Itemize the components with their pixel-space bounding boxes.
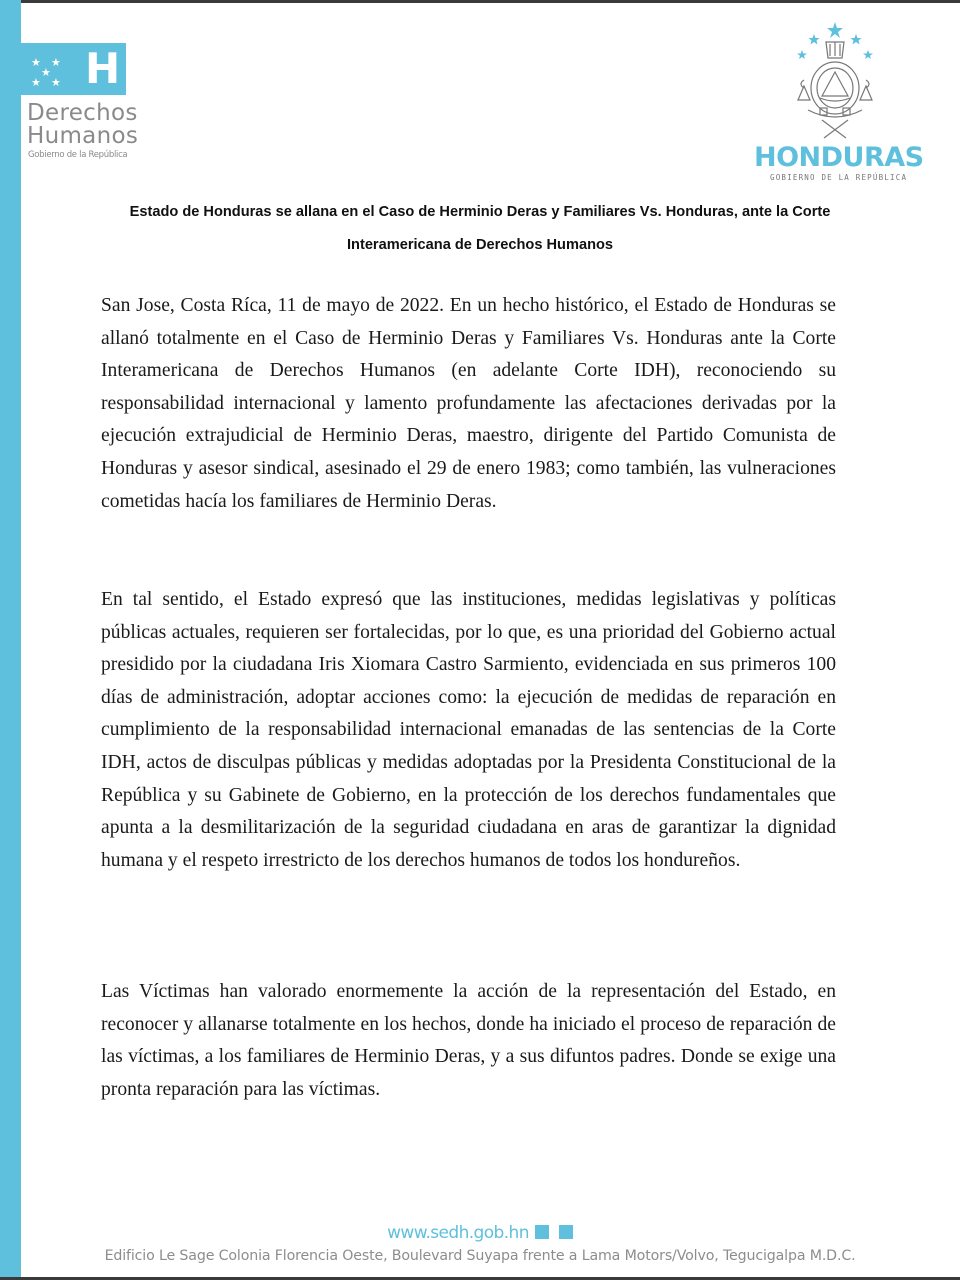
website-link[interactable]: www.sedh.gob.hn	[387, 1223, 529, 1243]
footer-website	[0, 1223, 960, 1243]
star-icon: ★	[31, 76, 41, 89]
honduras-government-logo	[750, 20, 924, 185]
paragraph-2: En tal sentido, el Estado expresó que las instituciones, medidas legislativas y políticas públicas actuales, requieren ser fortalecidas, por lo que, es una prioridad del Gobierno actual presidido por la ciudadana Iris Xiomara Castro Sarmiento, evidenciada en sus primeros 100 días de administración, adoptar acciones como: la ejecución de medidas de reparación en cumplimiento de la responsabilidad internacional emanadas de las sentencias de la Corte IDH, actos de disculpas públicas y medidas adoptadas por la Presidenta Constitucional de la República y su Gabinete de Gobierno, en la protección de los derechos fundamentales que apunta a la desmilitarización de la seguridad ciudadana en aras de garantizar la dignidad humana y el respeto irrestricto de los derechos humanos de todos los hondureños.	[101, 589, 836, 871]
logo-text-humanos: Humanos	[27, 123, 139, 149]
paragraph-1: San Jose, Costa Ríca, 11 de mayo de 2022. En un hecho histórico, el Estado de Honduras se allanó totalmente en el Caso de Herminio Deras y Familiares Vs. Honduras ante la Corte Interamericana de Derechos Humanos (en adelante Corte IDH), reconociendo su responsabilidad internacional y lamento profundamente las afectaciones derivadas por la ejecución extrajudicial de Herminio Deras, maestro, dirigente del Partido Comunista de Honduras y asesor sindical, asesinado el 29 de enero 1983; como también, las vulneraciones cometidas hacía los familiares de Herminio Deras.	[101, 295, 836, 512]
honduras-subline: GOBIERNO DE LA REPÚBLICA	[770, 173, 908, 182]
star-icon: ★	[31, 56, 41, 69]
coat-of-arms-icon	[790, 20, 880, 140]
star-icon: ★	[51, 56, 61, 69]
flag-block	[21, 43, 126, 95]
top-border	[0, 0, 960, 3]
document-title: Estado de Honduras se allana en el Caso de Herminio Deras y Familiares Vs. Honduras, ante la Corte Interamericana de Derechos Humanos	[129, 204, 831, 253]
logo-subline: Gobierno de la República	[28, 150, 128, 160]
logo-text-derechos: Derechos	[27, 100, 138, 126]
logo-letter: H	[85, 44, 121, 93]
star-icon: ★	[41, 66, 51, 79]
star-icon: ★	[51, 76, 61, 89]
left-accent-bar	[0, 0, 21, 1280]
square-icon	[559, 1225, 573, 1239]
paragraph-3: Las Víctimas han valorado enormemente la acción de la representación del Estado, en reconocer y allanarse totalmente en los hechos, donde ha iniciado el proceso de reparación de las víctimas, a los familiares de Herminio Deras, y a sus difuntos padres. Donde se exige una pronta reparación para las víctimas.	[101, 981, 836, 1100]
honduras-wordmark: HONDURAS	[754, 142, 924, 173]
square-icon	[535, 1225, 549, 1239]
footer-address: Edificio Le Sage Colonia Florencia Oeste, Boulevard Suyapa frente a Lama Motors/Volvo, Tegucigalpa M.D.C.	[104, 1248, 856, 1264]
